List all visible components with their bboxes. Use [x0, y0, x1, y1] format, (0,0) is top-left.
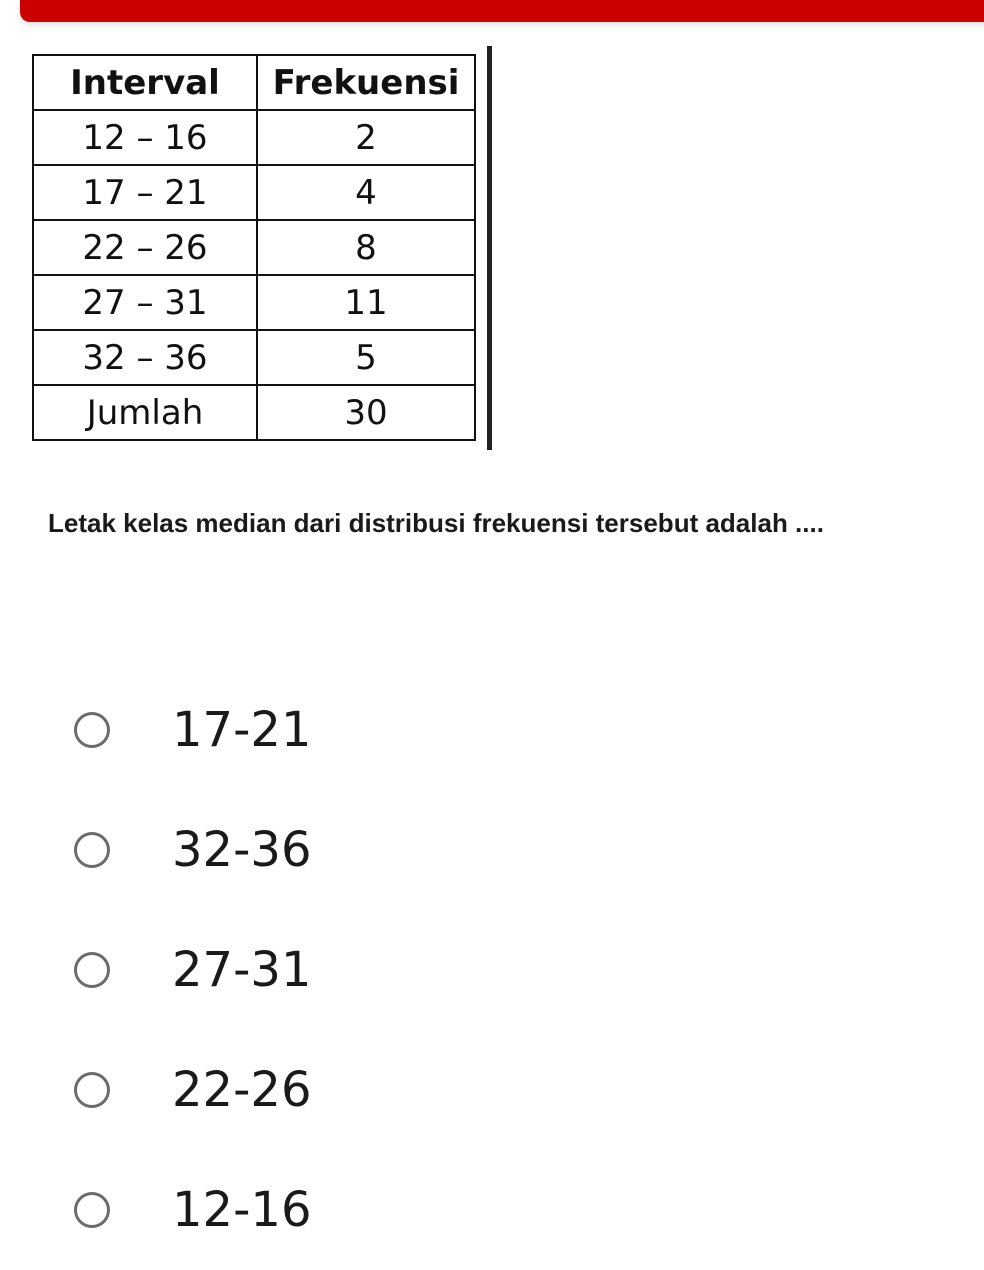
frequency-cell: 2	[257, 110, 475, 165]
option-label[interactable]: 22-26	[172, 1062, 312, 1118]
option-27-31[interactable]	[74, 910, 954, 1030]
option-label[interactable]: 32-36	[172, 822, 312, 878]
table-row	[33, 110, 475, 165]
interval-cell: 17 – 21	[33, 165, 257, 220]
radio-button-icon[interactable]	[74, 1072, 110, 1108]
total-value-cell: 30	[257, 385, 475, 440]
option-32-36[interactable]	[74, 790, 954, 910]
image-border	[487, 46, 492, 450]
frequency-cell: 11	[257, 275, 475, 330]
table-row	[33, 275, 475, 330]
frequency-cell: 8	[257, 220, 475, 275]
table-row	[33, 220, 475, 275]
radio-button-icon[interactable]	[74, 712, 110, 748]
radio-button-icon[interactable]	[74, 952, 110, 988]
question-image	[32, 46, 494, 450]
interval-cell: 32 – 36	[33, 330, 257, 385]
frequency-cell: 5	[257, 330, 475, 385]
radio-button-icon[interactable]	[74, 1192, 110, 1228]
option-17-21[interactable]	[74, 670, 954, 790]
header-accent-bar	[20, 0, 984, 22]
option-label[interactable]: 27-31	[172, 942, 312, 998]
table-header-row	[33, 55, 475, 110]
interval-cell: 12 – 16	[33, 110, 257, 165]
interval-cell: 27 – 31	[33, 275, 257, 330]
interval-cell: 22 – 26	[33, 220, 257, 275]
table-row	[33, 165, 475, 220]
total-label-cell: Jumlah	[33, 385, 257, 440]
table-row	[33, 330, 475, 385]
option-label[interactable]: 12-16	[172, 1182, 312, 1238]
table-total-row	[33, 385, 475, 440]
radio-button-icon[interactable]	[74, 832, 110, 868]
option-22-26[interactable]	[74, 1030, 954, 1150]
table-header-interval: Interval	[33, 55, 257, 110]
frequency-cell: 4	[257, 165, 475, 220]
option-label[interactable]: 17-21	[172, 702, 312, 758]
question-text: Letak kelas median dari distribusi frekuensi tersebut adalah ....	[48, 508, 824, 538]
table-header-frekuensi: Frekuensi	[257, 55, 475, 110]
answer-options	[74, 670, 954, 1270]
option-12-16[interactable]	[74, 1150, 954, 1270]
frequency-table	[32, 54, 476, 441]
